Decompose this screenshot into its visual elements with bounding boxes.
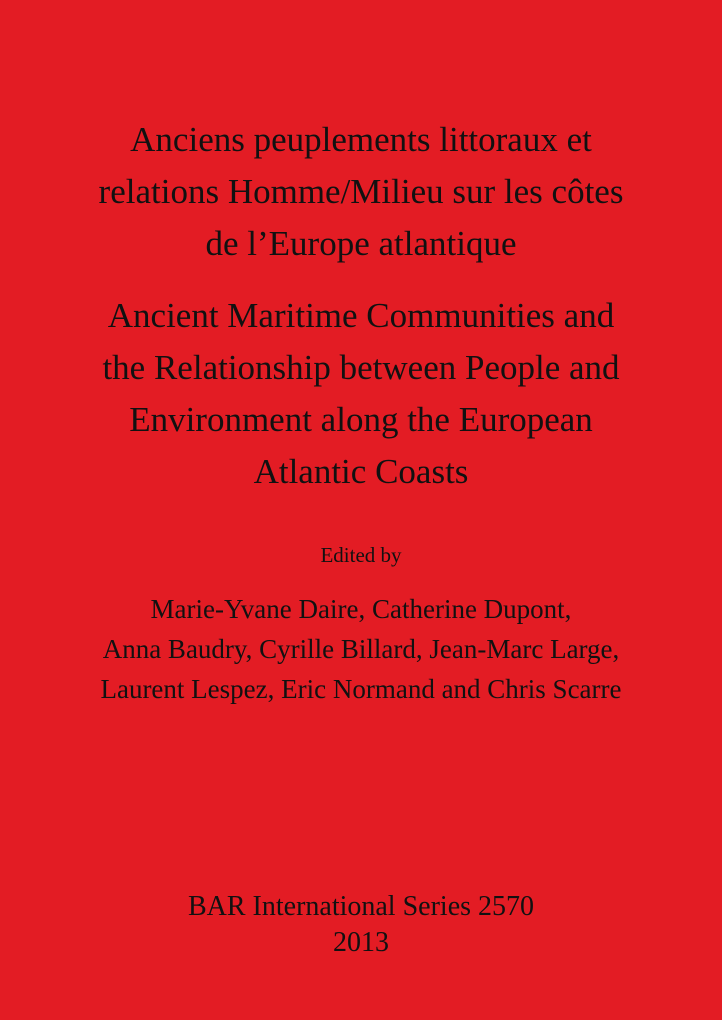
series-info: [0, 889, 722, 961]
series-name: BAR International Series 2570: [187, 891, 535, 922]
publication-year: 2013: [333, 927, 389, 958]
french-title: [0, 114, 722, 270]
english-title: [0, 290, 722, 498]
french-title-line: Anciens peuplements littoraux et: [130, 120, 592, 159]
english-title-line: Atlantic Coasts: [253, 452, 469, 491]
edited-by-label: Edited by: [320, 543, 402, 567]
editors-line: Anna Baudry, Cyrille Billard, Jean-Marc Large,: [102, 634, 620, 664]
editors-line: Marie-Yvane Daire, Catherine Dupont,: [150, 594, 572, 624]
english-title-line: Environment along the European: [129, 400, 593, 439]
editors-list: [0, 589, 722, 709]
english-title-line: Ancient Maritime Communities and: [107, 296, 615, 335]
english-title-line: the Relationship between People and: [102, 348, 620, 387]
editors-line: Laurent Lespez, Eric Normand and Chris Scarre: [100, 674, 622, 704]
french-title-line: de l’Europe atlantique: [205, 224, 517, 263]
french-title-line: relations Homme/Milieu sur les côtes: [98, 172, 624, 211]
